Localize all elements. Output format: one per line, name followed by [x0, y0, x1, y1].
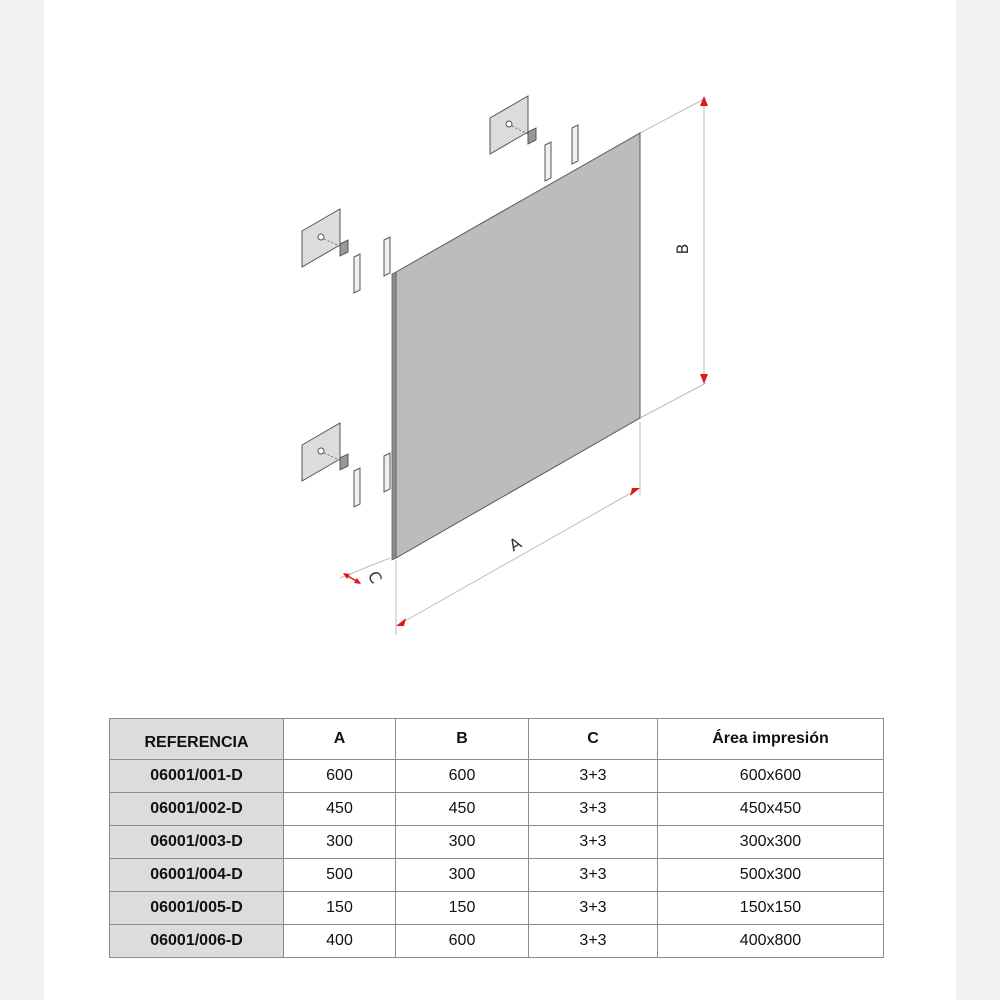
- cell-area: 600x600: [658, 760, 884, 793]
- cell-area: 500x300: [658, 859, 884, 892]
- cell-b: 300: [396, 859, 529, 892]
- cell-area: 150x150: [658, 892, 884, 925]
- header-b: B: [396, 719, 529, 760]
- dimension-b: [673, 96, 708, 384]
- cell-area: 450x450: [658, 793, 884, 826]
- cell-c: 3+3: [529, 826, 658, 859]
- cell-a: 600: [284, 760, 396, 793]
- cell-b: 600: [396, 925, 529, 958]
- cell-b: 150: [396, 892, 529, 925]
- dimension-a-label: A: [505, 533, 525, 556]
- cell-referencia: 06001/001-D: [110, 760, 284, 793]
- cell-referencia: 06001/003-D: [110, 826, 284, 859]
- header-a: A: [284, 719, 396, 760]
- cell-referencia: 06001/006-D: [110, 925, 284, 958]
- cell-b: 450: [396, 793, 529, 826]
- cell-referencia: 06001/004-D: [110, 859, 284, 892]
- table-row: [110, 826, 884, 859]
- mounting-hardware-top: [490, 96, 578, 181]
- dimension-c: [343, 568, 386, 587]
- header-area-impresion: Área impresión: [658, 719, 884, 760]
- cell-a: 400: [284, 925, 396, 958]
- cell-a: 450: [284, 793, 396, 826]
- table-header-row: [110, 719, 884, 760]
- dimension-b-label: B: [673, 243, 692, 255]
- header-referencia: REFERENCIA: [110, 719, 284, 760]
- table-row: [110, 859, 884, 892]
- table-row: [110, 892, 884, 925]
- mounting-hardware-middle: [302, 209, 390, 293]
- cell-a: 150: [284, 892, 396, 925]
- header-c: C: [529, 719, 658, 760]
- cell-c: 3+3: [529, 925, 658, 958]
- table-row: [110, 793, 884, 826]
- dimension-c-label: C: [363, 567, 386, 587]
- cell-area: 400x800: [658, 925, 884, 958]
- cell-referencia: 06001/005-D: [110, 892, 284, 925]
- cell-c: 3+3: [529, 793, 658, 826]
- cell-b: 600: [396, 760, 529, 793]
- cell-c: 3+3: [529, 760, 658, 793]
- cell-area: 300x300: [658, 826, 884, 859]
- specifications-table: [109, 718, 884, 958]
- cell-a: 500: [284, 859, 396, 892]
- table-row: [110, 925, 884, 958]
- mounting-hardware-bottom: [302, 423, 390, 507]
- cell-b: 300: [396, 826, 529, 859]
- cell-referencia: 06001/002-D: [110, 793, 284, 826]
- panel: [392, 133, 640, 560]
- table-row: [110, 760, 884, 793]
- cell-c: 3+3: [529, 892, 658, 925]
- cell-a: 300: [284, 826, 396, 859]
- cell-c: 3+3: [529, 859, 658, 892]
